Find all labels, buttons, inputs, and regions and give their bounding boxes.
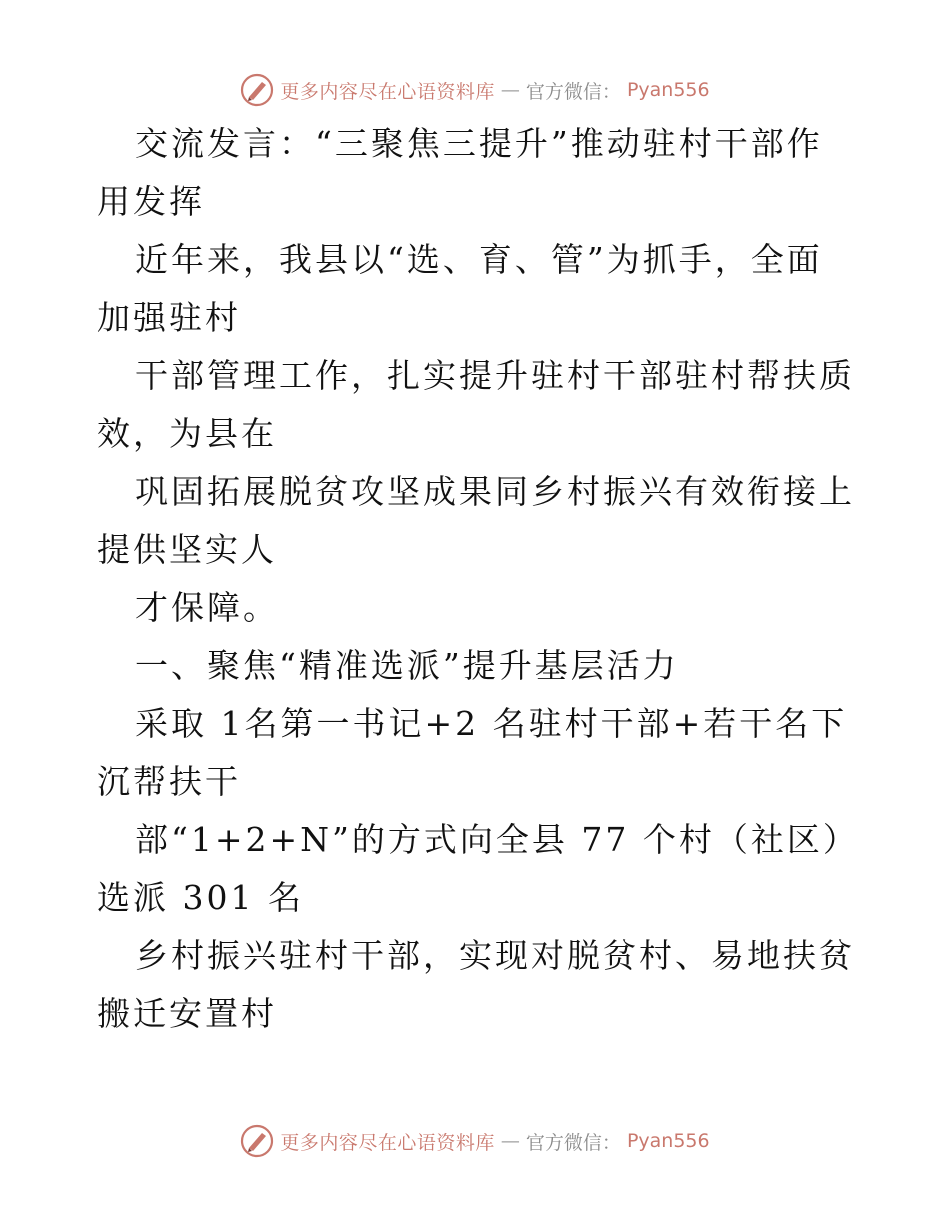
document-title: 交流发言：“三聚焦三提升”推动驻村干部作用发挥 — [97, 124, 823, 221]
paragraph-line: 乡村振兴驻村干部，实现对脱贫村、易地扶贫搬迁安置村 — [97, 936, 855, 1033]
footer-watermark — [0, 1121, 950, 1161]
watermark-separator: — — [500, 79, 520, 101]
pen-logo-icon — [240, 1124, 274, 1158]
document-body — [97, 115, 857, 1043]
paragraph-line: 干部管理工作，扎实提升驻村干部驻村帮扶质效，为县在 — [97, 356, 855, 453]
section-heading: 一、聚焦“精准选派”提升基层活力 — [135, 646, 679, 685]
watermark-id: Pyan556 — [626, 1130, 710, 1152]
paragraph-line: 部“1+2+N”的方式向全县 77 个村（社区）选派 301 名 — [97, 820, 843, 917]
watermark-brand: 更多内容尽在心语资料库 — [280, 1131, 495, 1154]
watermark-separator: — — [500, 1130, 520, 1152]
watermark-id: Pyan556 — [626, 79, 710, 101]
watermark-label: 官方微信： — [525, 80, 621, 103]
watermark-brand: 更多内容尽在心语资料库 — [280, 80, 495, 103]
watermark-label: 官方微信： — [525, 1131, 621, 1154]
header-watermark — [0, 70, 950, 110]
paragraph-line: 近年来，我县以“选、育、管”为抓手，全面加强驻村 — [97, 240, 823, 337]
pen-logo-icon — [240, 73, 274, 107]
paragraph-line: 才保障。 — [135, 588, 279, 627]
paragraph-line: 采取 1名第一书记+2 名驻村干部+若干名下沉帮扶干 — [97, 704, 848, 801]
paragraph-line: 巩固拓展脱贫攻坚成果同乡村振兴有效衔接上提供坚实人 — [97, 472, 855, 569]
